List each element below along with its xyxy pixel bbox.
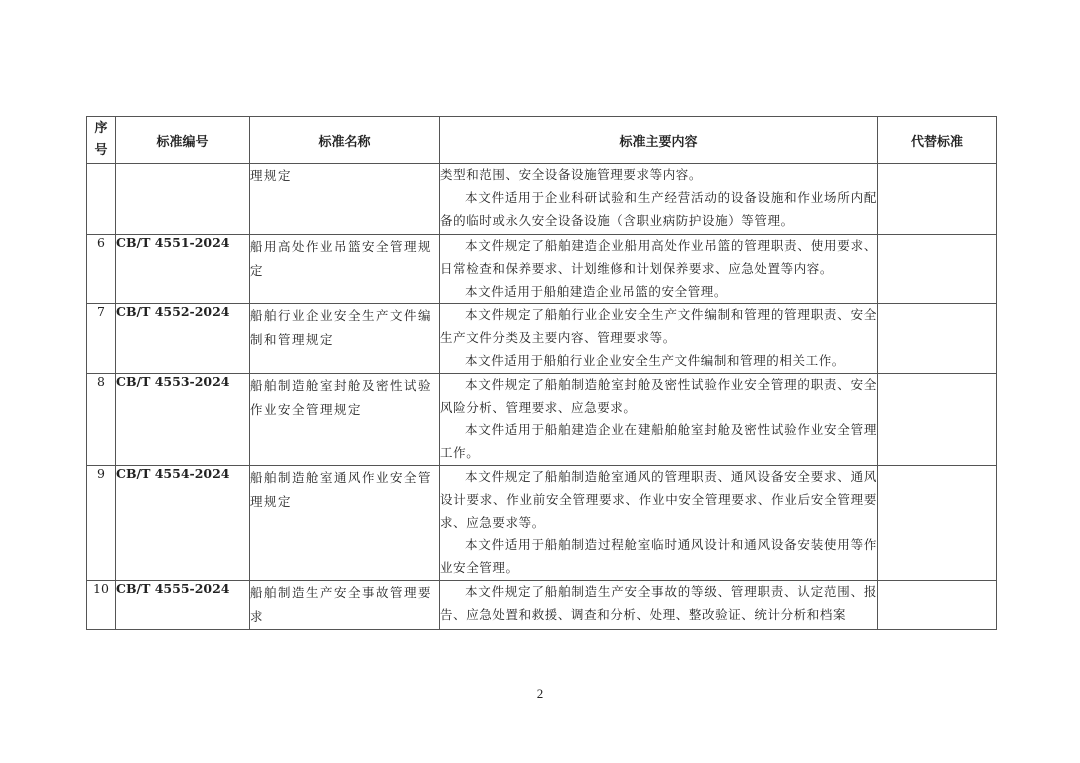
standard-content — [440, 373, 878, 465]
header-seq — [87, 117, 116, 164]
row-number: 8 — [87, 373, 116, 465]
content-paragraph: 本文件规定了船舶建造企业船用高处作业吊篮的管理职责、使用要求、日常检查和保养要求、计划维修和计划保养要求、应急处置等内容。 — [440, 238, 877, 276]
table-header-row — [87, 117, 997, 164]
standard-name: 船舶行业企业安全生产文件编制和管理规定 — [250, 304, 440, 373]
content-paragraph: 本文件适用于船舶行业企业安全生产文件编制和管理的相关工作。 — [465, 352, 845, 368]
standard-code — [116, 164, 250, 235]
content-paragraph: 本文件规定了船舶制造舱室封舱及密性试验作业安全管理的职责、安全风险分析、管理要求、应急要求。 — [440, 376, 877, 415]
header-seq-line1: 序 — [94, 121, 108, 136]
content-paragraph: 本文件适用于船舶制造过程舱室临时通风设计和通风设备安装使用等作业安全管理。 — [440, 537, 877, 576]
table-row — [87, 164, 997, 235]
table-row — [87, 235, 997, 304]
replaced-standard — [878, 465, 997, 580]
table-row — [87, 373, 997, 465]
standard-content — [440, 304, 878, 373]
standard-content — [440, 235, 878, 304]
standard-name: 船舶制造舱室通风作业安全管理规定 — [250, 465, 440, 580]
replaced-standard — [878, 580, 997, 629]
standard-name: 船用高处作业吊篮安全管理规定 — [250, 235, 440, 304]
replaced-standard — [878, 304, 997, 373]
standard-code: CB/T 4553-2024 — [116, 373, 250, 465]
table-row — [87, 465, 997, 580]
standard-code: CB/T 4551-2024 — [116, 235, 250, 304]
content-paragraph: 类型和范围、安全设备设施管理要求等内容。 — [440, 167, 703, 182]
standard-code: CB/T 4555-2024 — [116, 580, 250, 629]
header-code: 标准编号 — [116, 117, 250, 164]
row-number: 10 — [87, 580, 116, 629]
standard-code: CB/T 4554-2024 — [116, 465, 250, 580]
standard-code: CB/T 4552-2024 — [116, 304, 250, 373]
content-paragraph: 本文件适用于企业科研试验和生产经营活动的设备设施和作业场所内配备的临时或永久安全设备设施（含职业病防护设施）等管理。 — [440, 189, 877, 228]
header-name: 标准名称 — [250, 117, 440, 164]
replaced-standard — [878, 164, 997, 235]
header-replace: 代替标准 — [878, 117, 997, 164]
table-row — [87, 304, 997, 373]
standard-content — [440, 465, 878, 580]
replaced-standard — [878, 235, 997, 304]
standard-name: 船舶制造舱室封舱及密性试验作业安全管理规定 — [250, 373, 440, 465]
standard-content — [440, 164, 878, 235]
page-number: 2 — [536, 686, 544, 701]
row-number: 6 — [87, 235, 116, 304]
content-paragraph: 本文件适用于船舶建造企业在建船舶舱室封舱及密性试验作业安全管理工作。 — [440, 422, 877, 461]
content-paragraph: 本文件规定了船舶行业企业安全生产文件编制和管理的管理职责、安全生产文件分类及主要内容、管理要求等。 — [440, 307, 877, 346]
row-number: 9 — [87, 465, 116, 580]
standards-table — [86, 116, 997, 630]
standard-name: 理规定 — [250, 164, 440, 235]
replaced-standard — [878, 373, 997, 465]
header-content: 标准主要内容 — [440, 117, 878, 164]
content-paragraph: 本文件规定了船舶制造生产安全事故的等级、管理职责、认定范围、报告、应急处置和救援、调查和分析、处理、整改验证、统计分析和档案 — [440, 583, 877, 622]
standard-name: 船舶制造生产安全事故管理要求 — [250, 580, 440, 629]
header-seq-line2: 号 — [94, 143, 108, 158]
row-number: 7 — [87, 304, 116, 373]
content-paragraph: 本文件规定了船舶制造舱室通风的管理职责、通风设备安全要求、通风设计要求、作业前安全管理要求、作业中安全管理要求、作业后安全管理要求、应急要求等。 — [440, 468, 877, 530]
content-paragraph: 本文件适用于船舶建造企业吊篮的安全管理。 — [465, 283, 728, 299]
table-row — [87, 580, 997, 629]
row-number — [87, 164, 116, 235]
standard-content — [440, 580, 878, 629]
